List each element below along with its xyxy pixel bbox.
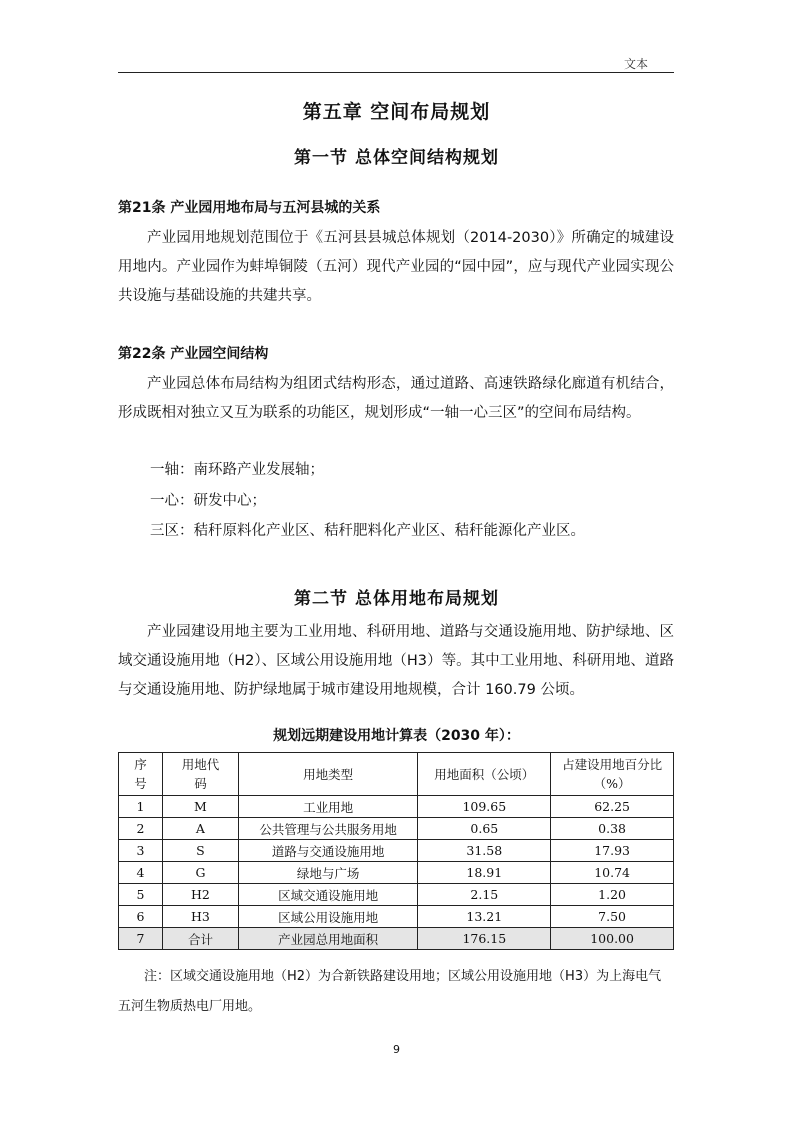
cell-index: 7 <box>119 928 163 950</box>
table-caption: 规划远期建设用地计算表（2030 年）： <box>273 728 520 744</box>
cell-code: H2 <box>162 884 238 906</box>
structure-item-axis: 一轴：南环路产业发展轴； <box>150 462 324 478</box>
cell-percent: 100.00 <box>551 928 674 950</box>
cell-type: 绿地与广场 <box>238 862 418 884</box>
section-title-2: 第二节 总体用地布局规划 <box>294 589 499 609</box>
cell-code: 合计 <box>162 928 238 950</box>
cell-area: 18.91 <box>418 862 551 884</box>
cell-percent: 17.93 <box>551 840 674 862</box>
article-22-paragraph: 产业园总体布局结构为组团式结构形态，通过道路、高速铁路绿化廊道有机结合，形成既相对独立又互为联系的功能区，规划形成“一轴一心三区”的空间布局结构。 <box>118 376 674 421</box>
table-row <box>119 840 674 862</box>
page-number: 9 <box>393 1043 400 1056</box>
cell-type: 区域交通设施用地 <box>238 884 418 906</box>
header-code: 用地代码 <box>162 753 238 796</box>
article-21-paragraph: 产业园用地规划范围位于《五河县县城总体规划（2014-2030）》所确定的城建设用地内。产业园作为蚌埠铜陵（五河）现代产业园的“园中园”，应与现代产业园实现公共设施与基础设施的共建共享。 <box>118 230 674 304</box>
article-22-heading: 第22条 产业园空间结构 <box>118 346 269 362</box>
header-label: 文本 <box>623 57 648 71</box>
table-row <box>119 796 674 818</box>
header-rule <box>118 72 674 73</box>
cell-type: 工业用地 <box>238 796 418 818</box>
table-row <box>119 906 674 928</box>
cell-type: 道路与交通设施用地 <box>238 840 418 862</box>
cell-code: M <box>162 796 238 818</box>
chapter-title: 第五章 空间布局规划 <box>302 101 491 123</box>
structure-item-zones: 三区：秸秆原料化产业区、秸秆肥料化产业区、秸秆能源化产业区。 <box>150 523 585 539</box>
cell-code: S <box>162 840 238 862</box>
table-header-row <box>119 753 674 796</box>
cell-percent: 1.20 <box>551 884 674 906</box>
cell-index: 4 <box>119 862 163 884</box>
cell-index: 3 <box>119 840 163 862</box>
table-row <box>119 818 674 840</box>
header-type: 用地类型 <box>238 753 418 796</box>
cell-type: 区域公用设施用地 <box>238 906 418 928</box>
article-21-heading: 第21条 产业园用地布局与五河县城的关系 <box>118 200 381 216</box>
header-percent: 占建设用地百分比（%） <box>551 753 674 796</box>
cell-code: A <box>162 818 238 840</box>
cell-percent: 10.74 <box>551 862 674 884</box>
cell-area: 31.58 <box>418 840 551 862</box>
header-index: 序号 <box>119 753 163 796</box>
header-area: 用地面积（公顷） <box>418 753 551 796</box>
cell-index: 1 <box>119 796 163 818</box>
cell-area: 109.65 <box>418 796 551 818</box>
table-note: 注：区域交通设施用地（H2）为合新铁路建设用地；区域公用设施用地（H3）为上海电气五河生物质热电厂用地。 <box>118 969 662 1014</box>
cell-area: 2.15 <box>418 884 551 906</box>
cell-area: 176.15 <box>418 928 551 950</box>
structure-item-center: 一心：研发中心； <box>150 493 266 509</box>
cell-index: 5 <box>119 884 163 906</box>
land-use-table <box>118 752 674 950</box>
cell-area: 13.21 <box>418 906 551 928</box>
cell-percent: 7.50 <box>551 906 674 928</box>
cell-area: 0.65 <box>418 818 551 840</box>
table-row <box>119 862 674 884</box>
section-2-paragraph: 产业园建设用地主要为工业用地、科研用地、道路与交通设施用地、防护绿地、区域交通设施用地（H2）、区域公用设施用地（H3）等。其中工业用地、科研用地、道路与交通设施用地、防护绿地属于城市建设用地规模，合计 160.79 公顷。 <box>118 624 674 698</box>
cell-type: 公共管理与公共服务用地 <box>238 818 418 840</box>
cell-index: 2 <box>119 818 163 840</box>
cell-percent: 62.25 <box>551 796 674 818</box>
cell-index: 6 <box>119 906 163 928</box>
section-title-1: 第一节 总体空间结构规划 <box>294 148 499 168</box>
table-total-row <box>119 928 674 950</box>
cell-type: 产业园总用地面积 <box>238 928 418 950</box>
cell-percent: 0.38 <box>551 818 674 840</box>
cell-code: H3 <box>162 906 238 928</box>
table-row <box>119 884 674 906</box>
cell-code: G <box>162 862 238 884</box>
